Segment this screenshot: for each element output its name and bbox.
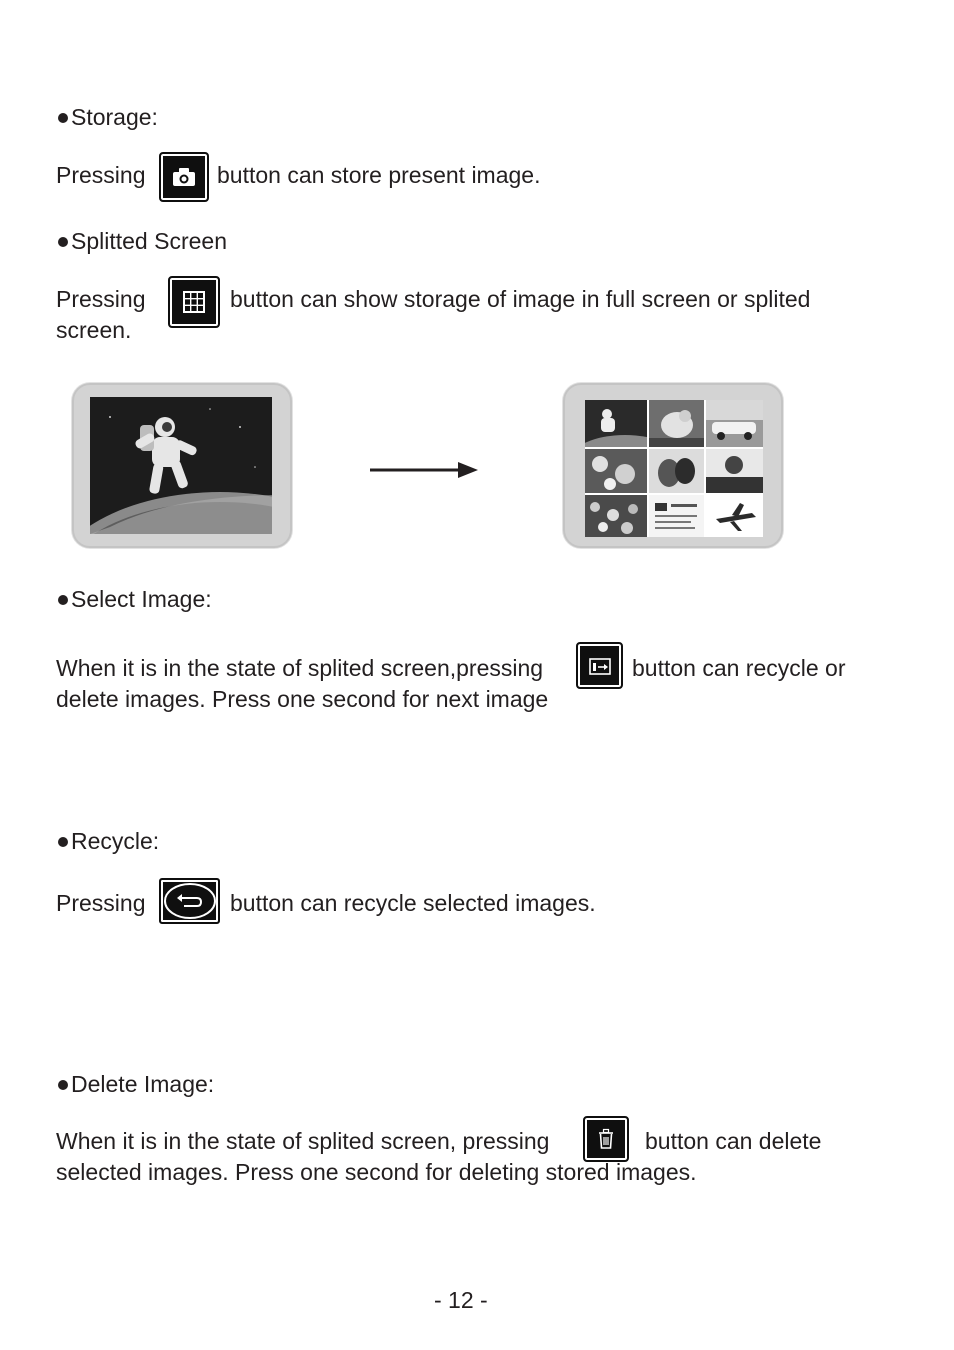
recycle-text-before: Pressing — [56, 890, 146, 916]
delete-heading: Delete Image: — [56, 1071, 214, 1098]
return-arrow-icon — [162, 881, 218, 921]
camera-icon — [171, 166, 197, 188]
split-screen-button[interactable] — [168, 276, 220, 328]
page-number: - 12 - — [434, 1287, 488, 1313]
select-arrow-icon — [589, 656, 611, 676]
storage-heading: Storage: — [56, 104, 158, 131]
thumb-astronaut — [585, 400, 647, 447]
delete-text-after: button can delete — [645, 1128, 822, 1154]
thumb-flowers — [585, 449, 647, 493]
storage-text-after: button can store present image. — [217, 162, 541, 188]
thumb-crowd — [585, 495, 647, 537]
recycle-text-after: button can recycle selected images. — [230, 890, 596, 916]
split-screen-frame — [563, 383, 783, 548]
split-text-after: button can show storage of image in full screen or splited — [230, 286, 811, 312]
full-screen-frame — [72, 383, 292, 548]
recycle-heading: Recycle: — [56, 828, 159, 855]
delete-text-before: When it is in the state of splited screen, pressing — [56, 1128, 550, 1154]
trash-icon — [597, 1128, 615, 1150]
grid-icon — [182, 290, 206, 314]
select-text-after: button can recycle or — [632, 655, 846, 681]
thumb-plane — [706, 495, 763, 537]
select-image-button[interactable] — [576, 642, 623, 689]
thumbnail-grid-photo — [585, 400, 763, 537]
astronaut-photo — [90, 397, 272, 534]
thumb-document — [649, 495, 704, 537]
select-text-before: When it is in the state of splited screen,pressing — [56, 655, 544, 681]
split-heading: Splitted Screen — [56, 228, 227, 255]
right-arrow-icon — [368, 459, 480, 481]
select-text-line2: delete images. Press one second for next image — [56, 686, 549, 712]
thumb-peppers — [649, 449, 704, 493]
delete-button[interactable] — [583, 1116, 629, 1162]
store-button[interactable] — [159, 152, 209, 202]
thumb-car — [706, 400, 763, 447]
split-text-line2: screen. — [56, 317, 132, 343]
recycle-button[interactable] — [159, 878, 220, 924]
thumb-bird — [649, 400, 704, 447]
split-text-before: Pressing — [56, 286, 146, 312]
thumb-landscape — [706, 449, 763, 493]
select-heading: Select Image: — [56, 586, 212, 613]
storage-text-before: Pressing — [56, 162, 146, 188]
delete-text-line2: selected images. Press one second for deleting stored images. — [56, 1159, 697, 1185]
